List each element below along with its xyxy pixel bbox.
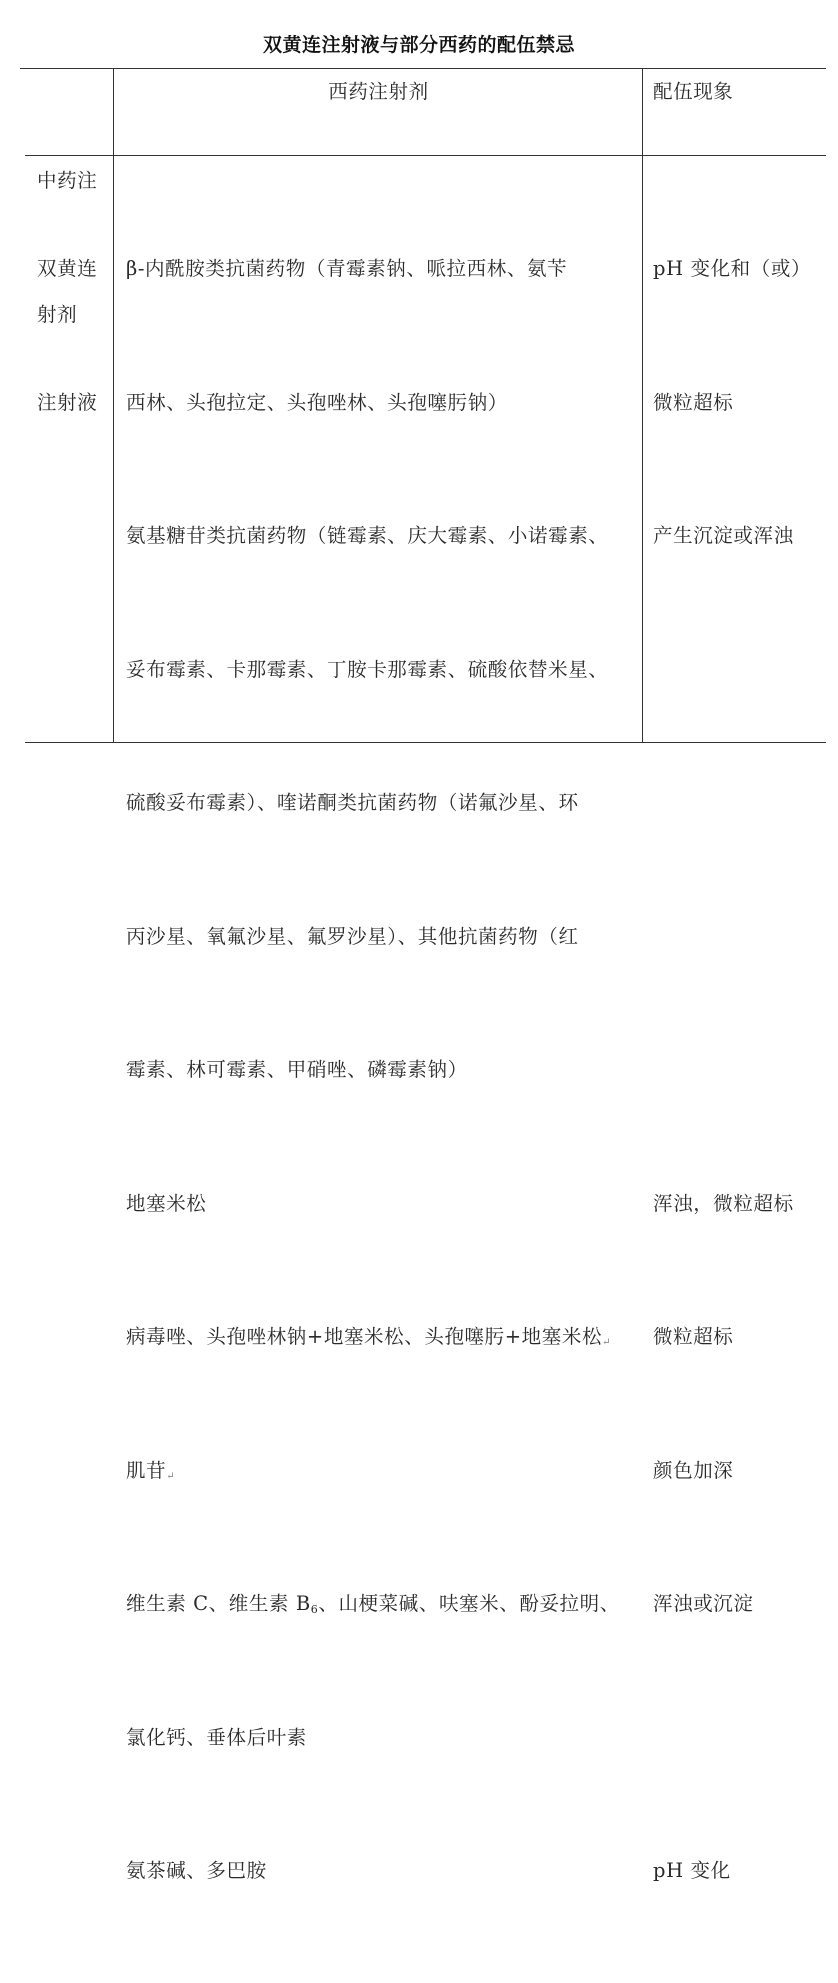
drug-line: 氯化钙、垂体后叶素	[126, 1725, 307, 1749]
header-western-injection: 西药注射剂	[328, 80, 429, 103]
phenomenon-line: 微粒超标	[653, 390, 734, 414]
table-top-border	[20, 68, 826, 69]
phenomenon-spacer	[653, 781, 811, 826]
drug-text: 维生素 C、维生素 B	[126, 1592, 311, 1615]
drug-line: β-内酰胺类抗菌药物（青霉素钠、哌拉西林、氨苄	[126, 257, 568, 280]
header-phenomenon: 配伍现象	[653, 80, 734, 103]
column-divider-2	[642, 68, 643, 743]
tcm-injection-cell	[37, 158, 97, 514]
header-tcm-line2: 射剂	[37, 302, 78, 326]
drug-line: 霉素、林可霉素、甲硝唑、磷霉素钠）	[126, 1058, 468, 1081]
drug-text: 病毒唑、头孢唑林钠+地塞米松、头孢噻肟+地塞米松	[126, 1325, 603, 1348]
drug-text: 肌苷	[126, 1458, 167, 1482]
drug-line	[126, 1449, 620, 1494]
document-title: 双黄连注射液与部分西药的配伍禁忌	[262, 34, 575, 56]
phenomenon-line: 微粒超标	[653, 1325, 734, 1348]
phenomenon-cell	[653, 158, 811, 1983]
drug-line	[126, 1315, 620, 1360]
phenomenon-line: pH 变化和（或）	[653, 257, 812, 280]
header-tcm-line1: 中药注	[37, 169, 98, 192]
drug-text: 、山梗菜碱、呋塞米、酚妥拉明、	[318, 1592, 620, 1615]
drug-line: 地塞米松	[126, 1191, 207, 1215]
subscript: 6	[310, 1603, 319, 1616]
drug-line: 硫酸妥布霉素）、喹诺酮类抗菌药物（诺氟沙星、环	[126, 791, 579, 814]
column-divider-1	[113, 68, 114, 743]
phenomenon-line: 产生沉淀或浑浊	[653, 524, 794, 547]
paragraph-mark-icon: ↵	[602, 1337, 612, 1348]
paragraph-mark-icon: ↵	[166, 1470, 176, 1482]
phenomenon-spacer	[653, 648, 811, 693]
phenomenon-line: 浑浊或沉淀	[653, 1592, 754, 1615]
drug-line: 妥布霉素、卡那霉素、丁胺卡那霉素、硫酸依替米星、	[126, 657, 609, 681]
western-drugs-cell	[126, 158, 620, 1983]
drug-line: 氨基糖苷类抗菌药物（链霉素、庆大霉素、小诺霉素、	[126, 524, 609, 547]
tcm-injection-line2: 注射液	[37, 390, 98, 414]
drug-line	[126, 1582, 620, 1627]
header-separator	[25, 155, 826, 156]
phenomenon-spacer	[653, 1048, 811, 1093]
phenomenon-spacer	[653, 1716, 811, 1761]
phenomenon-line: pH 变化	[653, 1859, 731, 1882]
tcm-injection-line1: 双黄连	[37, 257, 98, 280]
drug-line: 氨茶碱、多巴胺	[126, 1859, 267, 1882]
phenomenon-line: 颜色加深	[653, 1458, 734, 1482]
phenomenon-spacer	[653, 915, 811, 960]
phenomenon-line: 浑浊，微粒超标	[653, 1191, 794, 1215]
drug-line: 西林、头孢拉定、头孢唑林、头孢噻肟钠）	[126, 390, 508, 414]
drug-line: 丙沙星、氧氟沙星、氟罗沙星）、其他抗菌药物（红	[126, 924, 579, 948]
